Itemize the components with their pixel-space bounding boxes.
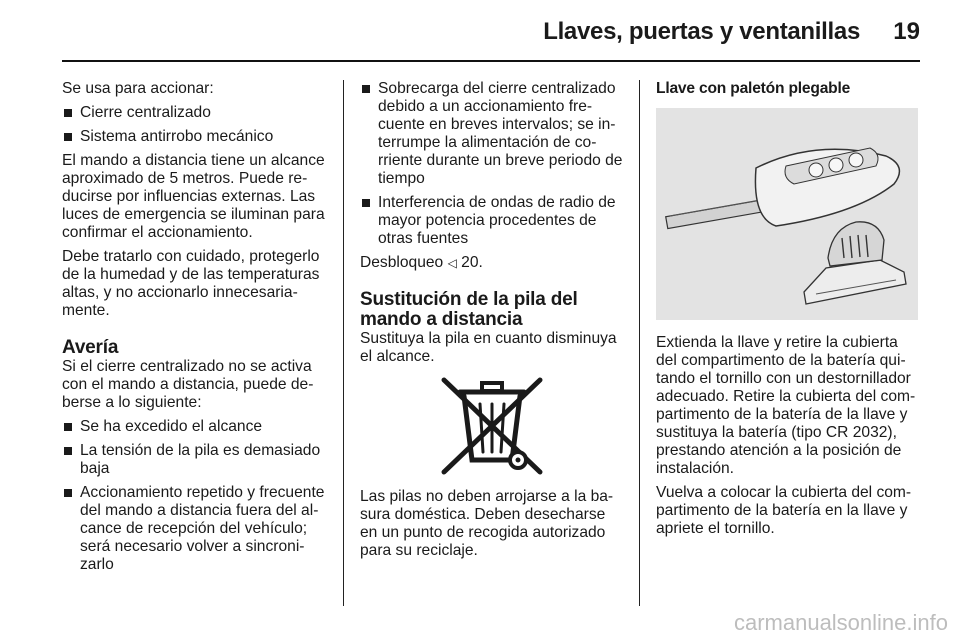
list-item: Interferencia de ondas de radio de mayor potencia procedentes de otras fuentes <box>360 194 624 248</box>
list-item: Cierre centralizado <box>62 104 326 122</box>
unlock-reference <box>360 254 624 272</box>
page-reference-arrow-icon: ◁ <box>447 256 457 270</box>
column-1 <box>62 80 326 580</box>
column-divider-2 <box>639 80 640 606</box>
page-header-title: Llaves, puertas y ventanillas <box>543 18 860 45</box>
folding-key-illustration <box>656 108 918 320</box>
battery-heading: Sustitución de la pila del mando a distancia <box>360 289 578 330</box>
battery-refit-paragraph: Vuelva a colocar la cubierta del com-partimento de la batería en la llave y apriete el tornillo. <box>656 484 912 537</box>
battery-paragraph: Sustituya la pila en cuanto disminuya el alcance. <box>360 330 617 365</box>
column-2 <box>360 80 624 566</box>
battery-replace-paragraph: Extienda la llave y retire la cubierta del compartimento de la batería qui-tando el tornillo con un destornillador adecuado. Retire la cubierta del com-partimento de la batería de la llave y sustituya la batería (tipo CR 2032), prestando atención a la posición de instalación. <box>656 334 916 477</box>
list-item: Sobrecarga del cierre centralizado debido a un accionamiento fre-cuente en breves intervalos; se in-terrumpe la alimentación de co-rriente durante un breve periodo de tiempo <box>360 80 624 188</box>
list-item: Accionamiento repetido y frecuente del mando a distancia fuera del al-cance de recepción del vehículo; será necesario volver a sincroni-zarlo <box>62 484 326 574</box>
disposal-paragraph: Las pilas no deben arrojarse a la ba-sura doméstica. Deben desecharse en un punto de recogida autorizado para su reciclaje. <box>360 488 614 559</box>
crossed-out-bin-icon <box>438 374 546 478</box>
care-paragraph: Debe tratarlo con cuidado, protegerlo de la humedad y de las temperaturas altas, y no accionarlo innecesaria-mente. <box>62 248 320 319</box>
page-number: 19 <box>893 18 920 45</box>
unlock-ref-text: Desbloqueo <box>360 254 444 271</box>
range-paragraph: El mando a distancia tiene un alcance aproximado de 5 metros. Puede re-ducirse por influencias externas. Las luces de emergencia se iluminan para confirmar el accionamiento. <box>62 152 325 241</box>
column-3 <box>656 80 922 544</box>
watermark: carmanualsonline.info <box>733 610 948 635</box>
folding-key-heading: Llave con paletón plegable <box>656 80 851 97</box>
header-rule <box>62 60 920 62</box>
list-item: Sistema antirrobo mecánico <box>62 128 326 146</box>
unlock-ref-page: 20. <box>461 254 483 271</box>
list-item: Se ha excedido el alcance <box>62 418 326 436</box>
fault-heading: Avería <box>62 337 119 358</box>
list-item: La tensión de la pila es demasiado baja <box>62 442 326 478</box>
column-divider-1 <box>343 80 344 606</box>
intro-text: Se usa para accionar: <box>62 80 214 97</box>
fault-intro: Si el cierre centralizado no se activa con el mando a distancia, puede de-berse a lo siguiente: <box>62 358 314 411</box>
